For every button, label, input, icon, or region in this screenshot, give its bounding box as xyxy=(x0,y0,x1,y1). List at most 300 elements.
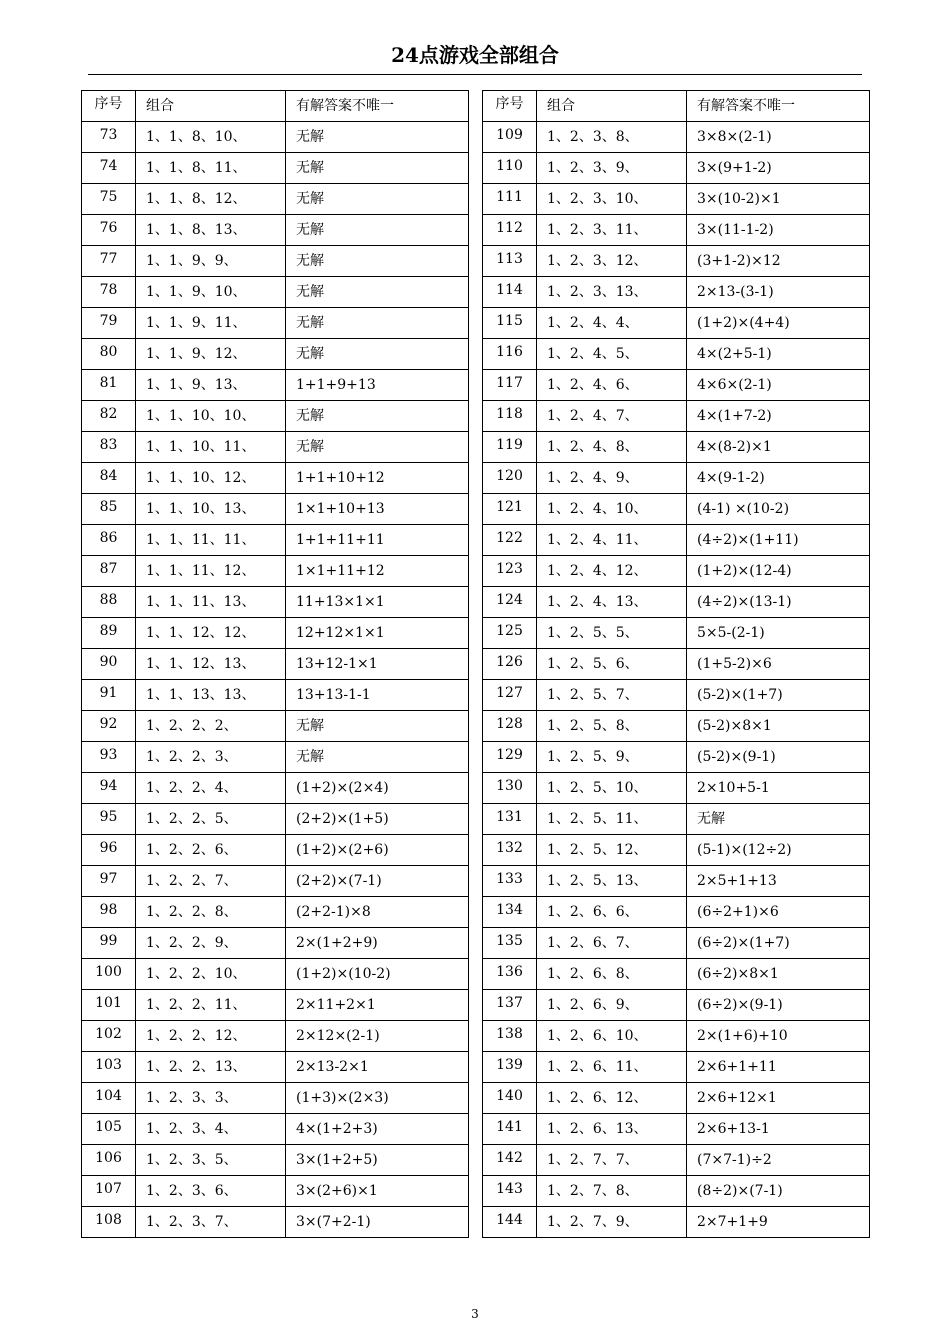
table-row xyxy=(483,990,870,1021)
combo-cell: 1、2、3、9、 xyxy=(537,153,687,184)
table-row xyxy=(82,1145,469,1176)
combo-cell: 1、2、6、7、 xyxy=(537,928,687,959)
header-seq: 序号 xyxy=(82,91,136,122)
seq-cell: 95 xyxy=(82,804,136,835)
answer-cell: 12+12×1×1 xyxy=(286,618,469,649)
answer-cell: 无解 xyxy=(687,804,870,835)
table-row xyxy=(483,308,870,339)
seq-cell: 131 xyxy=(483,804,537,835)
seq-cell: 139 xyxy=(483,1052,537,1083)
table-row xyxy=(483,587,870,618)
table-row xyxy=(483,1052,870,1083)
seq-cell: 103 xyxy=(82,1052,136,1083)
answer-cell: 4×(9-1-2) xyxy=(687,463,870,494)
table-row xyxy=(82,463,469,494)
seq-cell: 130 xyxy=(483,773,537,804)
seq-cell: 135 xyxy=(483,928,537,959)
combo-cell: 1、2、2、13、 xyxy=(136,1052,286,1083)
seq-cell: 76 xyxy=(82,215,136,246)
table-row xyxy=(483,432,870,463)
combo-cell: 1、2、3、6、 xyxy=(136,1176,286,1207)
seq-cell: 98 xyxy=(82,897,136,928)
answer-cell: 3×(1+2+5) xyxy=(286,1145,469,1176)
table-row xyxy=(483,773,870,804)
table-row xyxy=(82,556,469,587)
combo-cell: 1、2、6、8、 xyxy=(537,959,687,990)
table-row xyxy=(483,928,870,959)
seq-cell: 89 xyxy=(82,618,136,649)
seq-cell: 73 xyxy=(82,122,136,153)
combo-cell: 1、1、11、12、 xyxy=(136,556,286,587)
combo-cell: 1、1、8、10、 xyxy=(136,122,286,153)
table-row xyxy=(483,463,870,494)
header-seq: 序号 xyxy=(483,91,537,122)
answer-cell: 无解 xyxy=(286,246,469,277)
combinations-table-right xyxy=(482,90,870,1238)
answer-cell: 2×5+1+13 xyxy=(687,866,870,897)
table-row xyxy=(483,246,870,277)
combo-cell: 1、2、6、12、 xyxy=(537,1083,687,1114)
table-row xyxy=(483,1145,870,1176)
answer-cell: 2×13-2×1 xyxy=(286,1052,469,1083)
answer-cell: (4-1) ×(10-2) xyxy=(687,494,870,525)
answer-cell: (6÷2)×(1+7) xyxy=(687,928,870,959)
seq-cell: 132 xyxy=(483,835,537,866)
answer-cell: (1+2)×(2×4) xyxy=(286,773,469,804)
answer-cell: 1+1+9+13 xyxy=(286,370,469,401)
answer-cell: 5×5-(2-1) xyxy=(687,618,870,649)
seq-cell: 117 xyxy=(483,370,537,401)
answer-cell: 2×13-(3-1) xyxy=(687,277,870,308)
combo-cell: 1、2、4、9、 xyxy=(537,463,687,494)
table-row xyxy=(483,649,870,680)
answer-cell: 3×(7+2-1) xyxy=(286,1207,469,1238)
table-row xyxy=(82,122,469,153)
table-row xyxy=(483,277,870,308)
seq-cell: 140 xyxy=(483,1083,537,1114)
seq-cell: 133 xyxy=(483,866,537,897)
seq-cell: 123 xyxy=(483,556,537,587)
answer-cell: (2+2)×(7-1) xyxy=(286,866,469,897)
combo-cell: 1、2、3、7、 xyxy=(136,1207,286,1238)
answer-cell: 无解 xyxy=(286,308,469,339)
table-row xyxy=(483,804,870,835)
table-row xyxy=(483,1021,870,1052)
table-row xyxy=(82,959,469,990)
table-row xyxy=(483,153,870,184)
table-row xyxy=(483,618,870,649)
combo-cell: 1、1、8、12、 xyxy=(136,184,286,215)
seq-cell: 112 xyxy=(483,215,537,246)
combo-cell: 1、1、8、13、 xyxy=(136,215,286,246)
combo-cell: 1、2、2、6、 xyxy=(136,835,286,866)
answer-cell: 3×(2+6)×1 xyxy=(286,1176,469,1207)
header-combo: 组合 xyxy=(136,91,286,122)
seq-cell: 91 xyxy=(82,680,136,711)
table-row xyxy=(483,1114,870,1145)
combo-cell: 1、2、4、8、 xyxy=(537,432,687,463)
combo-cell: 1、1、11、13、 xyxy=(136,587,286,618)
answer-cell: 3×8×(2-1) xyxy=(687,122,870,153)
seq-cell: 88 xyxy=(82,587,136,618)
answer-cell: 2×7+1+9 xyxy=(687,1207,870,1238)
table-row xyxy=(82,897,469,928)
combo-cell: 1、1、9、10、 xyxy=(136,277,286,308)
answer-cell: 4×(2+5-1) xyxy=(687,339,870,370)
answer-cell: (1+2)×(12-4) xyxy=(687,556,870,587)
combo-cell: 1、2、2、11、 xyxy=(136,990,286,1021)
combo-cell: 1、1、9、9、 xyxy=(136,246,286,277)
table-row xyxy=(82,277,469,308)
table-row xyxy=(483,122,870,153)
seq-cell: 77 xyxy=(82,246,136,277)
table-header-row xyxy=(82,91,469,122)
combo-cell: 1、2、3、5、 xyxy=(136,1145,286,1176)
combo-cell: 1、1、8、11、 xyxy=(136,153,286,184)
table-row xyxy=(82,1176,469,1207)
table-row xyxy=(82,618,469,649)
combo-cell: 1、2、5、6、 xyxy=(537,649,687,680)
combo-cell: 1、2、3、11、 xyxy=(537,215,687,246)
answer-cell: 无解 xyxy=(286,277,469,308)
table-row xyxy=(82,928,469,959)
seq-cell: 75 xyxy=(82,184,136,215)
table-row xyxy=(82,835,469,866)
answer-cell: 无解 xyxy=(286,215,469,246)
seq-cell: 79 xyxy=(82,308,136,339)
seq-cell: 100 xyxy=(82,959,136,990)
combo-cell: 1、2、6、11、 xyxy=(537,1052,687,1083)
combo-cell: 1、1、10、13、 xyxy=(136,494,286,525)
header-answer: 有解答案不唯一 xyxy=(687,91,870,122)
combo-cell: 1、2、5、12、 xyxy=(537,835,687,866)
seq-cell: 82 xyxy=(82,401,136,432)
answer-cell: (1+3)×(2×3) xyxy=(286,1083,469,1114)
combo-cell: 1、2、2、10、 xyxy=(136,959,286,990)
answer-cell: 无解 xyxy=(286,339,469,370)
seq-cell: 115 xyxy=(483,308,537,339)
answer-cell: 2×6+1+11 xyxy=(687,1052,870,1083)
table-row xyxy=(483,711,870,742)
seq-cell: 134 xyxy=(483,897,537,928)
seq-cell: 74 xyxy=(82,153,136,184)
seq-cell: 143 xyxy=(483,1176,537,1207)
answer-cell: 2×(1+6)+10 xyxy=(687,1021,870,1052)
table-row xyxy=(82,804,469,835)
combo-cell: 1、2、7、7、 xyxy=(537,1145,687,1176)
combo-cell: 1、2、3、3、 xyxy=(136,1083,286,1114)
answer-cell: (8÷2)×(7-1) xyxy=(687,1176,870,1207)
answer-cell: 1+1+10+12 xyxy=(286,463,469,494)
combo-cell: 1、2、5、11、 xyxy=(537,804,687,835)
table-row xyxy=(483,525,870,556)
combo-cell: 1、2、4、10、 xyxy=(537,494,687,525)
answer-cell: 无解 xyxy=(286,742,469,773)
seq-cell: 104 xyxy=(82,1083,136,1114)
combo-cell: 1、2、4、13、 xyxy=(537,587,687,618)
answer-cell: 3×(11-1-2) xyxy=(687,215,870,246)
answer-cell: 无解 xyxy=(286,711,469,742)
answer-cell: (6÷2)×8×1 xyxy=(687,959,870,990)
table-row xyxy=(483,184,870,215)
seq-cell: 84 xyxy=(82,463,136,494)
table-row xyxy=(82,1052,469,1083)
combo-cell: 1、1、9、12、 xyxy=(136,339,286,370)
seq-cell: 109 xyxy=(483,122,537,153)
seq-cell: 127 xyxy=(483,680,537,711)
combo-cell: 1、2、5、5、 xyxy=(537,618,687,649)
answer-cell: 2×12×(2-1) xyxy=(286,1021,469,1052)
answer-cell: (1+2)×(10-2) xyxy=(286,959,469,990)
answer-cell: 4×6×(2-1) xyxy=(687,370,870,401)
combo-cell: 1、2、2、8、 xyxy=(136,897,286,928)
table-row xyxy=(483,556,870,587)
table-row xyxy=(82,215,469,246)
seq-cell: 96 xyxy=(82,835,136,866)
combo-cell: 1、2、3、4、 xyxy=(136,1114,286,1145)
table-row xyxy=(483,370,870,401)
seq-cell: 108 xyxy=(82,1207,136,1238)
answer-cell: 4×(1+2+3) xyxy=(286,1114,469,1145)
answer-cell: 无解 xyxy=(286,153,469,184)
answer-cell: (1+2)×(4+4) xyxy=(687,308,870,339)
combo-cell: 1、2、3、13、 xyxy=(537,277,687,308)
table-row xyxy=(483,494,870,525)
answer-cell: (2+2-1)×8 xyxy=(286,897,469,928)
answer-cell: 13+12-1×1 xyxy=(286,649,469,680)
table-row xyxy=(483,1207,870,1238)
answer-cell: 1×1+10+13 xyxy=(286,494,469,525)
table-row xyxy=(483,959,870,990)
seq-cell: 144 xyxy=(483,1207,537,1238)
answer-cell: 4×(1+7-2) xyxy=(687,401,870,432)
answer-cell: (6÷2)×(9-1) xyxy=(687,990,870,1021)
page-title: 24点游戏全部组合 xyxy=(391,43,559,67)
header-combo: 组合 xyxy=(537,91,687,122)
combo-cell: 1、1、9、11、 xyxy=(136,308,286,339)
answer-cell: 3×(10-2)×1 xyxy=(687,184,870,215)
table-row xyxy=(82,1207,469,1238)
combo-cell: 1、2、6、10、 xyxy=(537,1021,687,1052)
table-row xyxy=(82,153,469,184)
seq-cell: 114 xyxy=(483,277,537,308)
table-row xyxy=(82,339,469,370)
table-row xyxy=(82,680,469,711)
answer-cell: (7×7-1)÷2 xyxy=(687,1145,870,1176)
combo-cell: 1、2、2、4、 xyxy=(136,773,286,804)
seq-cell: 102 xyxy=(82,1021,136,1052)
seq-cell: 110 xyxy=(483,153,537,184)
answer-cell: 无解 xyxy=(286,184,469,215)
table-row xyxy=(82,990,469,1021)
answer-cell: 2×11+2×1 xyxy=(286,990,469,1021)
seq-cell: 119 xyxy=(483,432,537,463)
table-row xyxy=(82,773,469,804)
seq-cell: 85 xyxy=(82,494,136,525)
combo-cell: 1、2、4、6、 xyxy=(537,370,687,401)
table-row xyxy=(82,308,469,339)
table-row xyxy=(483,866,870,897)
answer-cell: (5-1)×(12÷2) xyxy=(687,835,870,866)
combo-cell: 1、2、4、5、 xyxy=(537,339,687,370)
combo-cell: 1、2、7、8、 xyxy=(537,1176,687,1207)
combinations-table-left xyxy=(81,90,469,1238)
answer-cell: 3×(9+1-2) xyxy=(687,153,870,184)
seq-cell: 136 xyxy=(483,959,537,990)
combo-cell: 1、2、2、7、 xyxy=(136,866,286,897)
answer-cell: (5-2)×(9-1) xyxy=(687,742,870,773)
answer-cell: 1+1+11+11 xyxy=(286,525,469,556)
combo-cell: 1、1、10、10、 xyxy=(136,401,286,432)
combo-cell: 1、2、5、10、 xyxy=(537,773,687,804)
seq-cell: 83 xyxy=(82,432,136,463)
table-row xyxy=(82,525,469,556)
combo-cell: 1、2、7、9、 xyxy=(537,1207,687,1238)
combo-cell: 1、1、9、13、 xyxy=(136,370,286,401)
combo-cell: 1、2、2、9、 xyxy=(136,928,286,959)
combo-cell: 1、2、2、3、 xyxy=(136,742,286,773)
answer-cell: (5-2)×8×1 xyxy=(687,711,870,742)
table-row xyxy=(483,1083,870,1114)
seq-cell: 126 xyxy=(483,649,537,680)
answer-cell: 4×(8-2)×1 xyxy=(687,432,870,463)
combo-cell: 1、2、5、8、 xyxy=(537,711,687,742)
seq-cell: 129 xyxy=(483,742,537,773)
combo-cell: 1、1、11、11、 xyxy=(136,525,286,556)
seq-cell: 101 xyxy=(82,990,136,1021)
table-row xyxy=(483,1176,870,1207)
combo-cell: 1、2、4、7、 xyxy=(537,401,687,432)
answer-cell: 2×10+5-1 xyxy=(687,773,870,804)
answer-cell: 11+13×1×1 xyxy=(286,587,469,618)
table-row xyxy=(483,680,870,711)
seq-cell: 137 xyxy=(483,990,537,1021)
seq-cell: 125 xyxy=(483,618,537,649)
seq-cell: 118 xyxy=(483,401,537,432)
seq-cell: 92 xyxy=(82,711,136,742)
seq-cell: 141 xyxy=(483,1114,537,1145)
seq-cell: 113 xyxy=(483,246,537,277)
seq-cell: 90 xyxy=(82,649,136,680)
answer-cell: 13+13-1-1 xyxy=(286,680,469,711)
combo-cell: 1、2、3、8、 xyxy=(537,122,687,153)
table-header-row xyxy=(483,91,870,122)
table-row xyxy=(82,866,469,897)
combo-cell: 1、1、12、13、 xyxy=(136,649,286,680)
answer-cell: (4÷2)×(13-1) xyxy=(687,587,870,618)
seq-cell: 142 xyxy=(483,1145,537,1176)
seq-cell: 94 xyxy=(82,773,136,804)
answer-cell: 无解 xyxy=(286,432,469,463)
table-row xyxy=(82,401,469,432)
combo-cell: 1、2、2、12、 xyxy=(136,1021,286,1052)
answer-cell: 1×1+11+12 xyxy=(286,556,469,587)
seq-cell: 121 xyxy=(483,494,537,525)
answer-cell: (1+2)×(2+6) xyxy=(286,835,469,866)
seq-cell: 124 xyxy=(483,587,537,618)
table-row xyxy=(82,432,469,463)
answer-cell: 2×6+12×1 xyxy=(687,1083,870,1114)
table-row xyxy=(82,1114,469,1145)
seq-cell: 116 xyxy=(483,339,537,370)
combo-cell: 1、2、2、2、 xyxy=(136,711,286,742)
table-row xyxy=(82,1083,469,1114)
seq-cell: 80 xyxy=(82,339,136,370)
combo-cell: 1、1、10、11、 xyxy=(136,432,286,463)
table-row xyxy=(483,215,870,246)
answer-cell: 无解 xyxy=(286,401,469,432)
combo-cell: 1、2、6、6、 xyxy=(537,897,687,928)
combo-cell: 1、2、4、11、 xyxy=(537,525,687,556)
combo-cell: 1、1、12、12、 xyxy=(136,618,286,649)
table-row xyxy=(483,742,870,773)
seq-cell: 99 xyxy=(82,928,136,959)
table-row xyxy=(82,742,469,773)
answer-cell: 2×(1+2+9) xyxy=(286,928,469,959)
answer-cell: 无解 xyxy=(286,122,469,153)
combo-cell: 1、2、5、7、 xyxy=(537,680,687,711)
seq-cell: 107 xyxy=(82,1176,136,1207)
combo-cell: 1、1、13、13、 xyxy=(136,680,286,711)
header-answer: 有解答案不唯一 xyxy=(286,91,469,122)
seq-cell: 122 xyxy=(483,525,537,556)
combo-cell: 1、2、2、5、 xyxy=(136,804,286,835)
table-row xyxy=(483,897,870,928)
seq-cell: 138 xyxy=(483,1021,537,1052)
title-divider xyxy=(88,74,862,75)
seq-cell: 81 xyxy=(82,370,136,401)
combo-cell: 1、2、6、9、 xyxy=(537,990,687,1021)
answer-cell: (5-2)×(1+7) xyxy=(687,680,870,711)
seq-cell: 120 xyxy=(483,463,537,494)
seq-cell: 106 xyxy=(82,1145,136,1176)
answer-cell: (2+2)×(1+5) xyxy=(286,804,469,835)
page-number: 3 xyxy=(471,1307,479,1321)
seq-cell: 78 xyxy=(82,277,136,308)
answer-cell: 2×6+13-1 xyxy=(687,1114,870,1145)
seq-cell: 97 xyxy=(82,866,136,897)
table-row xyxy=(483,401,870,432)
table-row xyxy=(82,246,469,277)
table-row xyxy=(483,339,870,370)
table-row xyxy=(82,649,469,680)
table-row xyxy=(82,494,469,525)
combo-cell: 1、2、4、4、 xyxy=(537,308,687,339)
seq-cell: 128 xyxy=(483,711,537,742)
seq-cell: 111 xyxy=(483,184,537,215)
table-row xyxy=(82,370,469,401)
table-row xyxy=(82,587,469,618)
seq-cell: 87 xyxy=(82,556,136,587)
seq-cell: 93 xyxy=(82,742,136,773)
combo-cell: 1、2、3、12、 xyxy=(537,246,687,277)
combo-cell: 1、2、5、9、 xyxy=(537,742,687,773)
seq-cell: 86 xyxy=(82,525,136,556)
combo-cell: 1、2、4、12、 xyxy=(537,556,687,587)
combo-cell: 1、2、3、10、 xyxy=(537,184,687,215)
table-row xyxy=(82,1021,469,1052)
answer-cell: (3+1-2)×12 xyxy=(687,246,870,277)
table-row xyxy=(483,835,870,866)
table-row xyxy=(82,184,469,215)
table-row xyxy=(82,711,469,742)
combo-cell: 1、2、5、13、 xyxy=(537,866,687,897)
combo-cell: 1、1、10、12、 xyxy=(136,463,286,494)
answer-cell: (1+5-2)×6 xyxy=(687,649,870,680)
seq-cell: 105 xyxy=(82,1114,136,1145)
answer-cell: (6÷2+1)×6 xyxy=(687,897,870,928)
combo-cell: 1、2、6、13、 xyxy=(537,1114,687,1145)
